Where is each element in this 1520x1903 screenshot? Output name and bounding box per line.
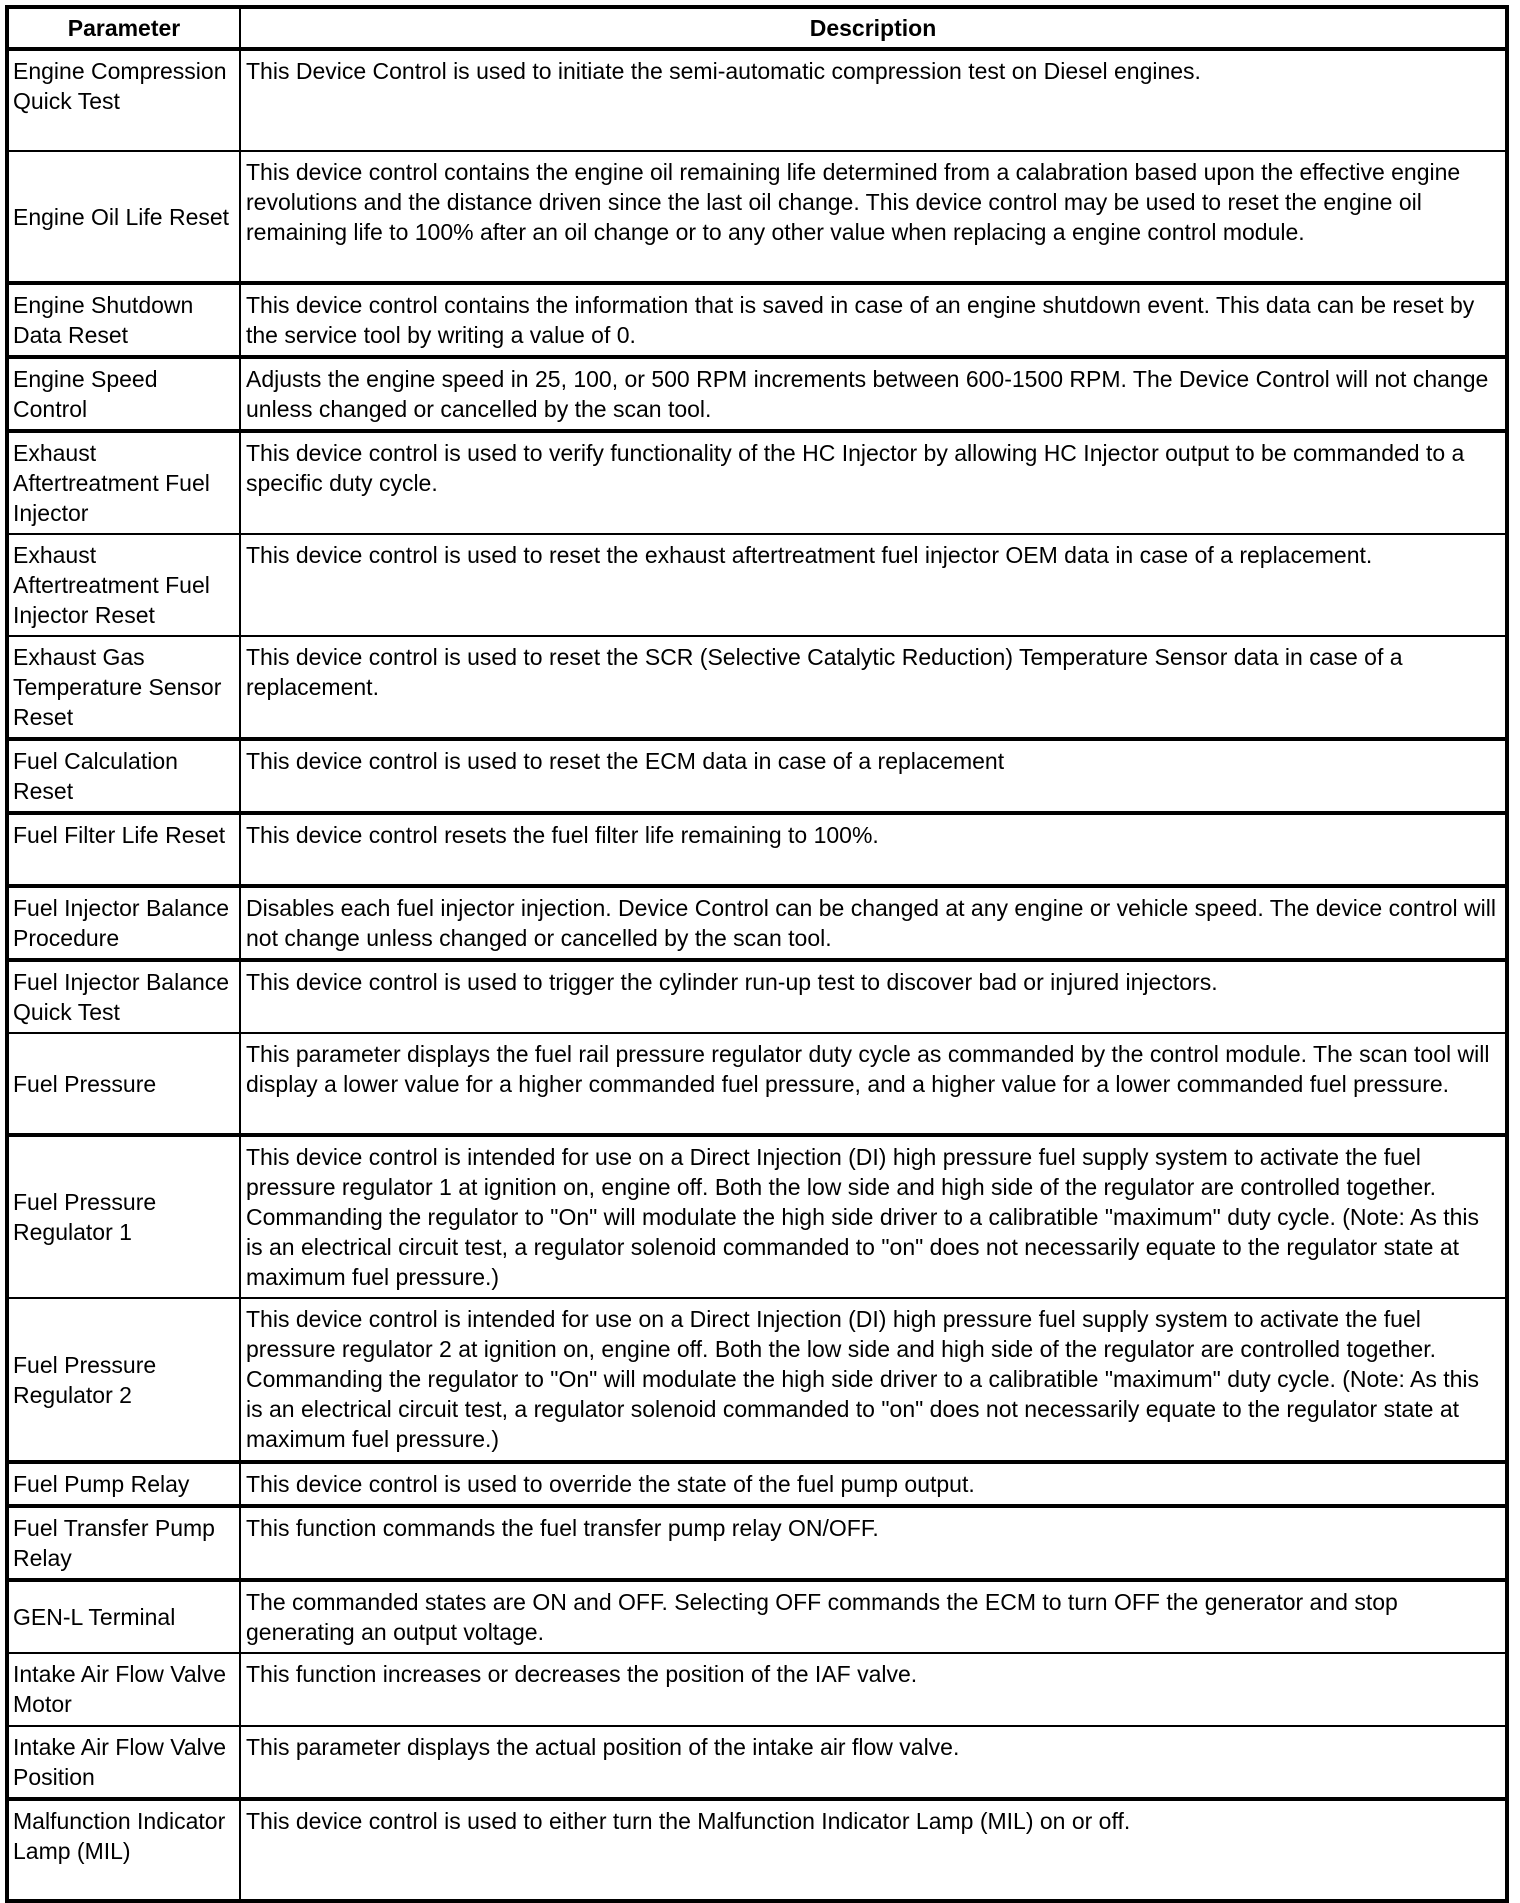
table-row <box>7 283 1507 357</box>
parameter-cell: Fuel Injector Balance Quick Test <box>7 960 240 1033</box>
parameter-cell: Intake Air Flow Valve Position <box>7 1726 240 1799</box>
description-cell: This parameter displays the actual position of the intake air flow valve. <box>240 1726 1507 1799</box>
description-cell: This device control is used to trigger the cylinder run-up test to discover bad or injured injectors. <box>240 960 1507 1033</box>
parameter-cell: Engine Oil Life Reset <box>7 151 240 283</box>
parameter-description-table <box>5 5 1509 1903</box>
parameter-cell: Exhaust Aftertreatment Fuel Injector <box>7 431 240 534</box>
description-cell: This device control contains the engine oil remaining life determined from a calabration based upon the effective engine revolutions and the distance driven since the last oil change. This device control may be used to reset the engine oil remaining life to 100% after an oil change or to any other value when replacing a engine control module. <box>240 151 1507 283</box>
table-row <box>7 1462 1507 1506</box>
description-cell: This device control contains the information that is saved in case of an engine shutdown event. This data can be reset by the service tool by writing a value of 0. <box>240 283 1507 357</box>
parameter-cell: Fuel Pressure Regulator 2 <box>7 1298 240 1462</box>
parameter-cell: Malfunction Indicator Lamp (MIL) <box>7 1799 240 1901</box>
description-cell: This device control is used to verify functionality of the HC Injector by allowing HC Injector output to be commanded to a specific duty cycle. <box>240 431 1507 534</box>
parameter-cell: Engine Shutdown Data Reset <box>7 283 240 357</box>
parameter-cell: Fuel Pressure <box>7 1033 240 1135</box>
parameter-cell: Fuel Injector Balance Procedure <box>7 886 240 960</box>
description-cell: The commanded states are ON and OFF. Selecting OFF commands the ECM to turn OFF the generator and stop generating an output voltage. <box>240 1580 1507 1653</box>
description-cell: This function commands the fuel transfer pump relay ON/OFF. <box>240 1506 1507 1580</box>
table-row <box>7 1033 1507 1135</box>
table-row <box>7 1726 1507 1799</box>
description-cell: This Device Control is used to initiate the semi-automatic compression test on Diesel engines. <box>240 49 1507 151</box>
parameter-cell: Exhaust Aftertreatment Fuel Injector Reset <box>7 534 240 636</box>
description-cell: This device control is used to override the state of the fuel pump output. <box>240 1462 1507 1506</box>
table-row <box>7 534 1507 636</box>
description-cell: This device control is intended for use on a Direct Injection (DI) high pressure fuel supply system to activate the fuel pressure regulator 1 at ignition on, engine off. Both the low side and high side of the regulator are controlled together. Commanding the regulator to "On" will modulate the high side driver to a calibratible "maximum" duty cycle. (Note: As this is an electrical circuit test, a regulator solenoid commanded to "on" does not necessarily equate to the regulator state at maximum fuel pressure.) <box>240 1135 1507 1298</box>
parameter-cell: Engine Speed Control <box>7 357 240 431</box>
table-row <box>7 431 1507 534</box>
table-row <box>7 1506 1507 1580</box>
description-cell: Adjusts the engine speed in 25, 100, or 500 RPM increments between 600-1500 RPM. The Device Control will not change unless changed or cancelled by the scan tool. <box>240 357 1507 431</box>
parameter-cell: Fuel Pump Relay <box>7 1462 240 1506</box>
description-cell: Disables each fuel injector injection. Device Control can be changed at any engine or vehicle speed. The device control will not change unless changed or cancelled by the scan tool. <box>240 886 1507 960</box>
table-row <box>7 1580 1507 1653</box>
table-row <box>7 1799 1507 1901</box>
description-cell: This device control resets the fuel filter life remaining to 100%. <box>240 813 1507 886</box>
parameter-cell: Fuel Pressure Regulator 1 <box>7 1135 240 1298</box>
table-row <box>7 813 1507 886</box>
column-header-description: Description <box>240 7 1507 49</box>
description-cell: This device control is intended for use on a Direct Injection (DI) high pressure fuel supply system to activate the fuel pressure regulator 2 at ignition on, engine off. Both the low side and high side of the regulator are controlled together. Commanding the regulator to "On" will modulate the high side driver to a calibratible "maximum" duty cycle. (Note: As this is an electrical circuit test, a regulator solenoid commanded to "on" does not necessarily equate to the regulator state at maximum fuel pressure.) <box>240 1298 1507 1462</box>
description-cell: This device control is used to reset the SCR (Selective Catalytic Reduction) Temperature Sensor data in case of a replacement. <box>240 636 1507 739</box>
parameter-cell: Fuel Filter Life Reset <box>7 813 240 886</box>
description-cell: This device control is used to either turn the Malfunction Indicator Lamp (MIL) on or off. <box>240 1799 1507 1901</box>
table-row <box>7 1135 1507 1298</box>
table-row <box>7 960 1507 1033</box>
parameter-cell: GEN-L Terminal <box>7 1580 240 1653</box>
table-row <box>7 636 1507 739</box>
description-cell: This device control is used to reset the ECM data in case of a replacement <box>240 739 1507 813</box>
parameter-cell: Fuel Transfer Pump Relay <box>7 1506 240 1580</box>
table-row <box>7 1298 1507 1462</box>
table-row <box>7 151 1507 283</box>
parameter-cell: Exhaust Gas Temperature Sensor Reset <box>7 636 240 739</box>
parameter-cell: Intake Air Flow Valve Motor <box>7 1653 240 1726</box>
table-row <box>7 357 1507 431</box>
description-cell: This device control is used to reset the exhaust aftertreatment fuel injector OEM data in case of a replacement. <box>240 534 1507 636</box>
table-row <box>7 49 1507 151</box>
description-cell: This function increases or decreases the position of the IAF valve. <box>240 1653 1507 1726</box>
table-row <box>7 886 1507 960</box>
description-cell: This parameter displays the fuel rail pressure regulator duty cycle as commanded by the control module. The scan tool will display a lower value for a higher commanded fuel pressure, and a higher value for a lower commanded fuel pressure. <box>240 1033 1507 1135</box>
table-row <box>7 739 1507 813</box>
column-header-parameter: Parameter <box>7 7 240 49</box>
parameter-cell: Fuel Calculation Reset <box>7 739 240 813</box>
table-header-row <box>7 7 1507 49</box>
table-row <box>7 1653 1507 1726</box>
parameter-cell: Engine Compression Quick Test <box>7 49 240 151</box>
